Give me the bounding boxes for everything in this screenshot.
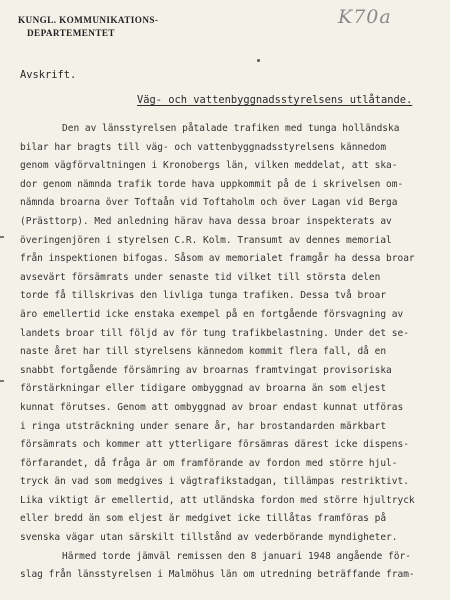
body-line: Lika viktigt är emellertid, att utländska fordon med större hjultryck xyxy=(20,494,415,506)
body-line: torde få tillskrivas den livliga tunga trafiken. Dessa två broar xyxy=(20,290,387,302)
letterhead-line-2: DEPARTEMENTET xyxy=(27,28,115,38)
letterhead xyxy=(18,14,158,40)
body-line: eller bredd än som eljest är medgivet icke tillåtas framföras på xyxy=(20,513,387,525)
margin-punch-mark xyxy=(0,236,4,238)
body-line: nämnda broarna över Toftaån vid Toftaholm och över Lagan vid Berga xyxy=(20,197,398,209)
body-line: landets broar till följd av för tung trafikbelastning. Under det se- xyxy=(20,327,409,339)
body-line: svenska vägar utan särskilt tillstånd av vederbörande myndigheter. xyxy=(20,532,398,544)
body-line: förfarandet, då fråga är om framförande av fordon med större hjul- xyxy=(20,457,398,469)
copy-label: Avskrift. xyxy=(20,69,77,81)
body-line: Härmed torde jämväl remissen den 8 januari 1948 angående för- xyxy=(62,550,411,562)
body-line: överingenjören i styrelsen C.R. Kolm. Transumt av dennes memorial xyxy=(20,234,392,246)
body-line: bilar har bragts till väg- och vattenbyggnadsstyrelsens kännedom xyxy=(20,141,387,153)
document-title: Väg- och vattenbyggnadsstyrelsens utlåtande. xyxy=(137,94,413,106)
letterhead-line-1: KUNGL. KOMMUNIKATIONS- xyxy=(18,15,159,25)
body-line: avsevärt försämrats under senaste tid vilket till största delen xyxy=(20,271,381,283)
body-line: kunnat förutses. Genom att ombyggnad av broar endast kunnat utföras xyxy=(20,401,404,413)
margin-punch-mark xyxy=(0,380,4,382)
handwritten-archive-mark: K70a xyxy=(338,6,392,28)
body-text xyxy=(20,120,450,585)
body-line: dor genom nämnda trafik torde hava uppkommit på de i skrivelsen om- xyxy=(20,178,404,190)
body-line: förstärkningar eller tidigare ombyggnad av broarna än som eljest xyxy=(20,383,387,395)
body-line: genom vägförvaltningen i Kronobergs län, vilken meddelat, att ska- xyxy=(20,160,398,172)
body-line: slag från länsstyrelsen i Malmöhus län om utredning beträffande fram- xyxy=(20,569,415,581)
body-line: i ringa utsträckning under senare år, har brostandarden märkbart xyxy=(20,420,387,432)
body-line: äro emellertid icke enstaka exempel på en fortgående försvagning av xyxy=(20,308,404,320)
body-line: försämrats och kommer att ytterligare försämras därest icke dispens- xyxy=(20,439,409,451)
ink-dot xyxy=(257,59,260,62)
body-line: naste året har till styrelsens kännedom kommit flera fall, då en xyxy=(20,346,387,358)
body-line: snabbt fortgående försämring av broarnas framtvingat provisoriska xyxy=(20,364,392,376)
body-line: (Prästtorp). Med anledning härav hava dessa broar inspekterats av xyxy=(20,215,392,227)
body-line: Den av länsstyrelsen påtalade trafiken med tunga holländska xyxy=(62,123,400,134)
body-line: tryck än vad som medgives i vägtrafikstadgan, tillämpas restriktivt. xyxy=(20,476,409,488)
body-line: från inspektionen bifogas. Såsom av memorialet framgår ha dessa broar xyxy=(20,253,415,265)
